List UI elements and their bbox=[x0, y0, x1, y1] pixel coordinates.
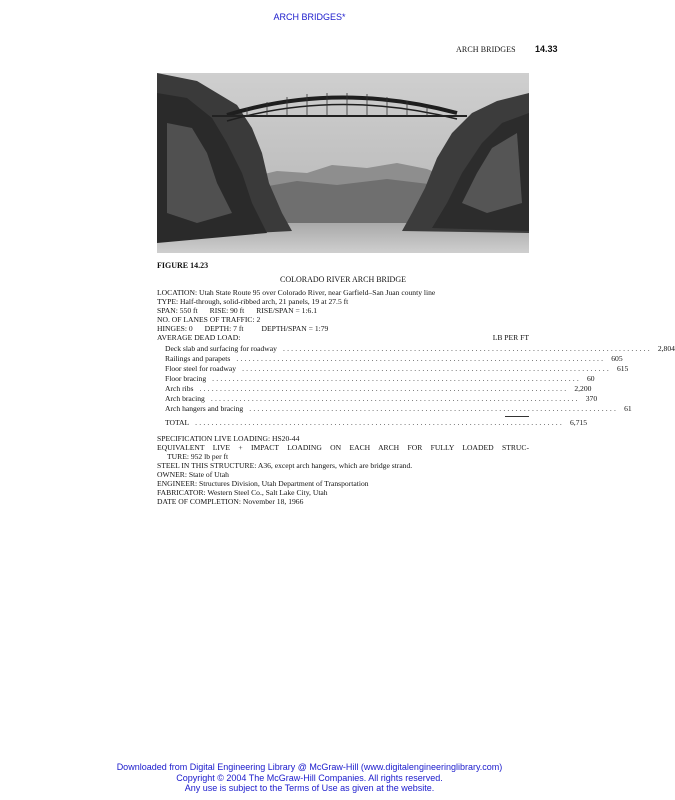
equivalent-loading-continued: TURE: 952 lb per ft bbox=[167, 451, 229, 461]
leader-dots: .......................................................................................... bbox=[236, 353, 606, 363]
fabricator-line: FABRICATOR: Western Steel Co., Salt Lake City, Utah bbox=[157, 488, 328, 498]
dead-load-unit: LB PER FT bbox=[492, 333, 529, 343]
page-footer bbox=[0, 762, 619, 794]
dead-load-item-label: Deck slab and surfacing for roadway bbox=[165, 343, 277, 353]
dead-load-row bbox=[157, 373, 595, 384]
rise-value: RISE: 90 ft bbox=[209, 306, 245, 316]
live-loading-line: SPECIFICATION LIVE LOADING: HS20-44 bbox=[157, 433, 300, 443]
dead-load-item-value: 60 bbox=[586, 373, 595, 383]
dead-load-item-value: 2,200 bbox=[574, 383, 592, 393]
leader-dots: .......................................................................................... bbox=[242, 363, 611, 373]
leader-dots: .......................................................................................... bbox=[210, 393, 580, 403]
dead-load-header bbox=[157, 333, 529, 342]
total-rule bbox=[505, 416, 529, 417]
depth-span-ratio: DEPTH/SPAN = 1:79 bbox=[261, 324, 329, 334]
footer-download-link[interactable]: Downloaded from Digital Engineering Library @ McGraw-Hill (www.digitalengineeringlibrary.com) bbox=[116, 762, 503, 772]
bridge-photo bbox=[157, 73, 529, 253]
dead-load-row bbox=[157, 363, 629, 374]
dead-load-item-value: 370 bbox=[585, 393, 598, 403]
owner-line: OWNER: State of Utah bbox=[157, 469, 229, 479]
dead-load-item-label: Railings and parapets bbox=[165, 353, 231, 363]
dead-load-item-value: 615 bbox=[616, 363, 629, 373]
dead-load-row bbox=[157, 403, 632, 414]
footer-terms-link[interactable]: Any use is subject to the Terms of Use as given at the website. bbox=[184, 783, 435, 793]
dead-load-total-label: TOTAL bbox=[165, 417, 190, 427]
dead-load-item-label: Floor bracing bbox=[165, 373, 207, 383]
rise-span-ratio: RISE/SPAN = 1:6.1 bbox=[256, 306, 318, 316]
page-number: 14.33 bbox=[535, 44, 558, 54]
dead-load-table bbox=[157, 343, 675, 428]
leader-dots: .......................................................................................... bbox=[212, 373, 581, 383]
dead-load-row bbox=[157, 383, 592, 394]
dead-load-item-value: 2,804 bbox=[657, 343, 675, 353]
hinges-value: HINGES: 0 bbox=[157, 324, 193, 334]
leader-dots: .......................................................................................... bbox=[282, 343, 652, 353]
dead-load-item-label: Arch ribs bbox=[165, 383, 194, 393]
lanes-line: NO. OF LANES OF TRAFFIC: 2 bbox=[157, 315, 261, 325]
depth-value: DEPTH: 7 ft bbox=[204, 324, 244, 334]
dead-load-item-label: Arch bracing bbox=[165, 393, 205, 403]
dead-load-row bbox=[157, 353, 623, 364]
dead-load-label: AVERAGE DEAD LOAD: bbox=[157, 333, 241, 343]
dead-load-total-row bbox=[157, 417, 588, 428]
engineer-line: ENGINEER: Structures Division, Utah Department of Transportation bbox=[157, 479, 369, 489]
running-head-title: ARCH BRIDGES bbox=[456, 45, 516, 54]
steel-line: STEEL IN THIS STRUCTURE: A36, except arch hangers, which are bridge strand. bbox=[157, 460, 413, 470]
figure-label: FIGURE 14.23 bbox=[157, 261, 209, 270]
dead-load-item-label: Arch hangers and bracing bbox=[165, 403, 244, 413]
dead-load-row bbox=[157, 393, 598, 404]
span-value: SPAN: 550 ft bbox=[157, 306, 198, 316]
bridge-specs bbox=[157, 288, 675, 507]
dead-load-item-label: Floor steel for roadway bbox=[165, 363, 237, 373]
dead-load-item-value: 61 bbox=[624, 403, 632, 413]
equivalent-loading-line: EQUIVALENT LIVE + IMPACT LOADING ON EACH ARCH FOR FULLY LOADED STRUC- bbox=[157, 442, 529, 452]
footer-copyright: Copyright © 2004 The McGraw-Hill Companies. All rights reserved. bbox=[176, 772, 443, 783]
span-line bbox=[157, 306, 529, 315]
leader-dots: .......................................................................................... bbox=[195, 417, 564, 427]
dead-load-row bbox=[157, 343, 675, 354]
completion-date-line: DATE OF COMPLETION: November 18, 1966 bbox=[157, 497, 304, 507]
leader-dots: .......................................................................................... bbox=[199, 383, 569, 393]
chapter-link[interactable]: ARCH BRIDGES* bbox=[273, 12, 346, 22]
hinges-line bbox=[157, 324, 529, 333]
location-line: LOCATION: Utah State Route 95 over Colorado River, near Garfield–San Juan county line bbox=[157, 288, 436, 297]
type-line: TYPE: Half-through, solid-ribbed arch, 21 panels, 19 at 27.5 ft bbox=[157, 297, 349, 307]
figure-title: COLORADO RIVER ARCH BRIDGE bbox=[279, 275, 406, 284]
leader-dots: .......................................................................................... bbox=[249, 403, 619, 413]
dead-load-item-value: 605 bbox=[611, 353, 623, 363]
dead-load-total-value: 6,715 bbox=[570, 417, 588, 427]
